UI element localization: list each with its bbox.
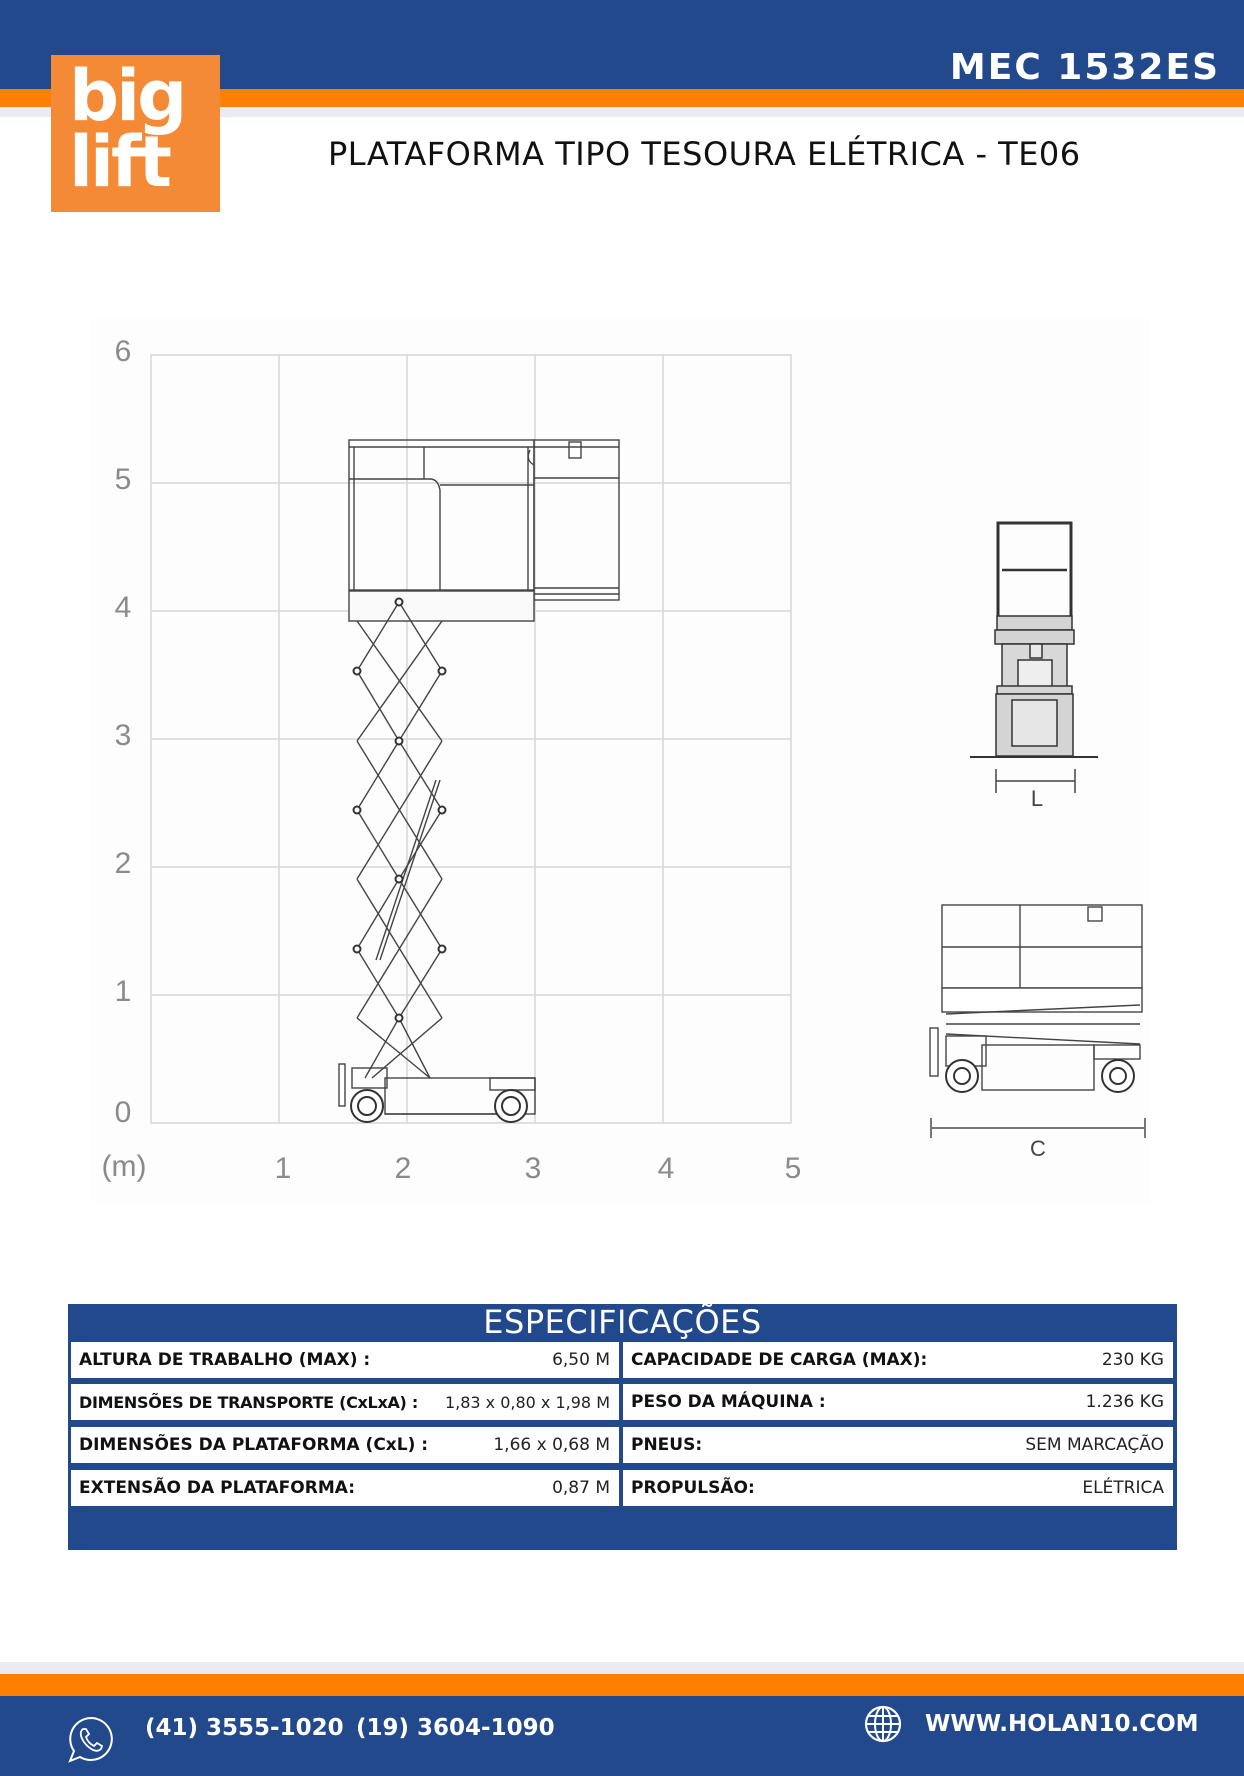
x-tick-2: 2 (394, 1152, 412, 1185)
spec-row-load-capacity (623, 1342, 1173, 1378)
page-title: PLATAFORMA TIPO TESOURA ELÉTRICA - TE06 (328, 135, 1081, 173)
x-tick-5: 5 (784, 1152, 802, 1185)
y-tick-4: 4 (114, 591, 132, 624)
spec-label: EXTENSÃO DA PLATAFORMA: (79, 1478, 356, 1498)
spec-row-working-height (71, 1342, 619, 1378)
spec-label: PNEUS: (631, 1435, 703, 1455)
grid (151, 355, 791, 1123)
footer-orange-band (0, 1674, 1244, 1696)
dimension-label-c: C (1030, 1136, 1046, 1161)
logo-text-big: big (69, 55, 185, 137)
whatsapp-phone-icon (66, 1715, 116, 1765)
x-tick-3: 3 (524, 1152, 542, 1185)
y-tick-6: 6 (114, 335, 132, 368)
spec-row-platform-dimensions (71, 1427, 619, 1463)
y-tick-5: 5 (114, 463, 132, 496)
y-tick-1: 1 (114, 975, 132, 1008)
y-tick-2: 2 (114, 847, 132, 880)
front-view-drawing (970, 523, 1098, 757)
x-tick-1: 1 (274, 1152, 292, 1185)
elevated-lift-drawing (339, 440, 619, 1114)
chassis-wheels (351, 1090, 527, 1122)
phone-number-1[interactable]: (41) 3555-1020 (145, 1715, 344, 1741)
model-name: MEC 1532ES (949, 47, 1220, 88)
footer-light-band (0, 1662, 1244, 1674)
x-tick-4: 4 (657, 1152, 675, 1185)
dimension-label-l: L (1030, 786, 1044, 811)
spec-label: CAPACIDADE DE CARGA (MAX): (631, 1350, 928, 1370)
spec-value: 230 KG (1101, 1350, 1164, 1370)
spec-label: PROPULSÃO: (631, 1478, 755, 1498)
phone-number-2[interactable]: (19) 3604-1090 (356, 1715, 555, 1741)
specifications-table (68, 1304, 1177, 1550)
spec-value: 1.236 KG (1085, 1392, 1164, 1412)
spec-value: ELÉTRICA (1082, 1478, 1164, 1498)
axis-unit-label: (m) (101, 1150, 147, 1183)
website-link[interactable]: WWW.HOLAN10.COM (925, 1711, 1199, 1737)
specifications-title: ESPECIFICAÇÕES (483, 1303, 762, 1341)
spec-label: PESO DA MÁQUINA : (631, 1392, 826, 1412)
spec-label: ALTURA DE TRABALHO (MAX) : (79, 1350, 371, 1370)
spec-row-tires (623, 1427, 1173, 1463)
spec-row-propulsion (623, 1470, 1173, 1506)
side-view-wheels (946, 1060, 1134, 1092)
spec-row-platform-extension (71, 1470, 619, 1506)
spec-value: 0,87 M (552, 1478, 610, 1498)
spec-label: DIMENSÕES DA PLATAFORMA (CxL) : (79, 1435, 429, 1455)
logo-text-lift: lift (69, 121, 169, 203)
spec-value: SEM MARCAÇÃO (1025, 1435, 1164, 1455)
globe-icon (864, 1705, 902, 1743)
spec-value: 6,50 M (552, 1350, 610, 1370)
spec-value: 1,66 x 0,68 M (493, 1435, 610, 1455)
spec-row-transport-dimensions (71, 1384, 619, 1420)
spec-value: 1,83 x 0,80 x 1,98 M (444, 1392, 610, 1412)
y-tick-3: 3 (114, 719, 132, 752)
y-tick-0: 0 (114, 1096, 132, 1129)
spec-label: DIMENSÕES DE TRANSPORTE (CxLxA) : (79, 1392, 418, 1412)
spec-row-machine-weight (623, 1384, 1173, 1420)
